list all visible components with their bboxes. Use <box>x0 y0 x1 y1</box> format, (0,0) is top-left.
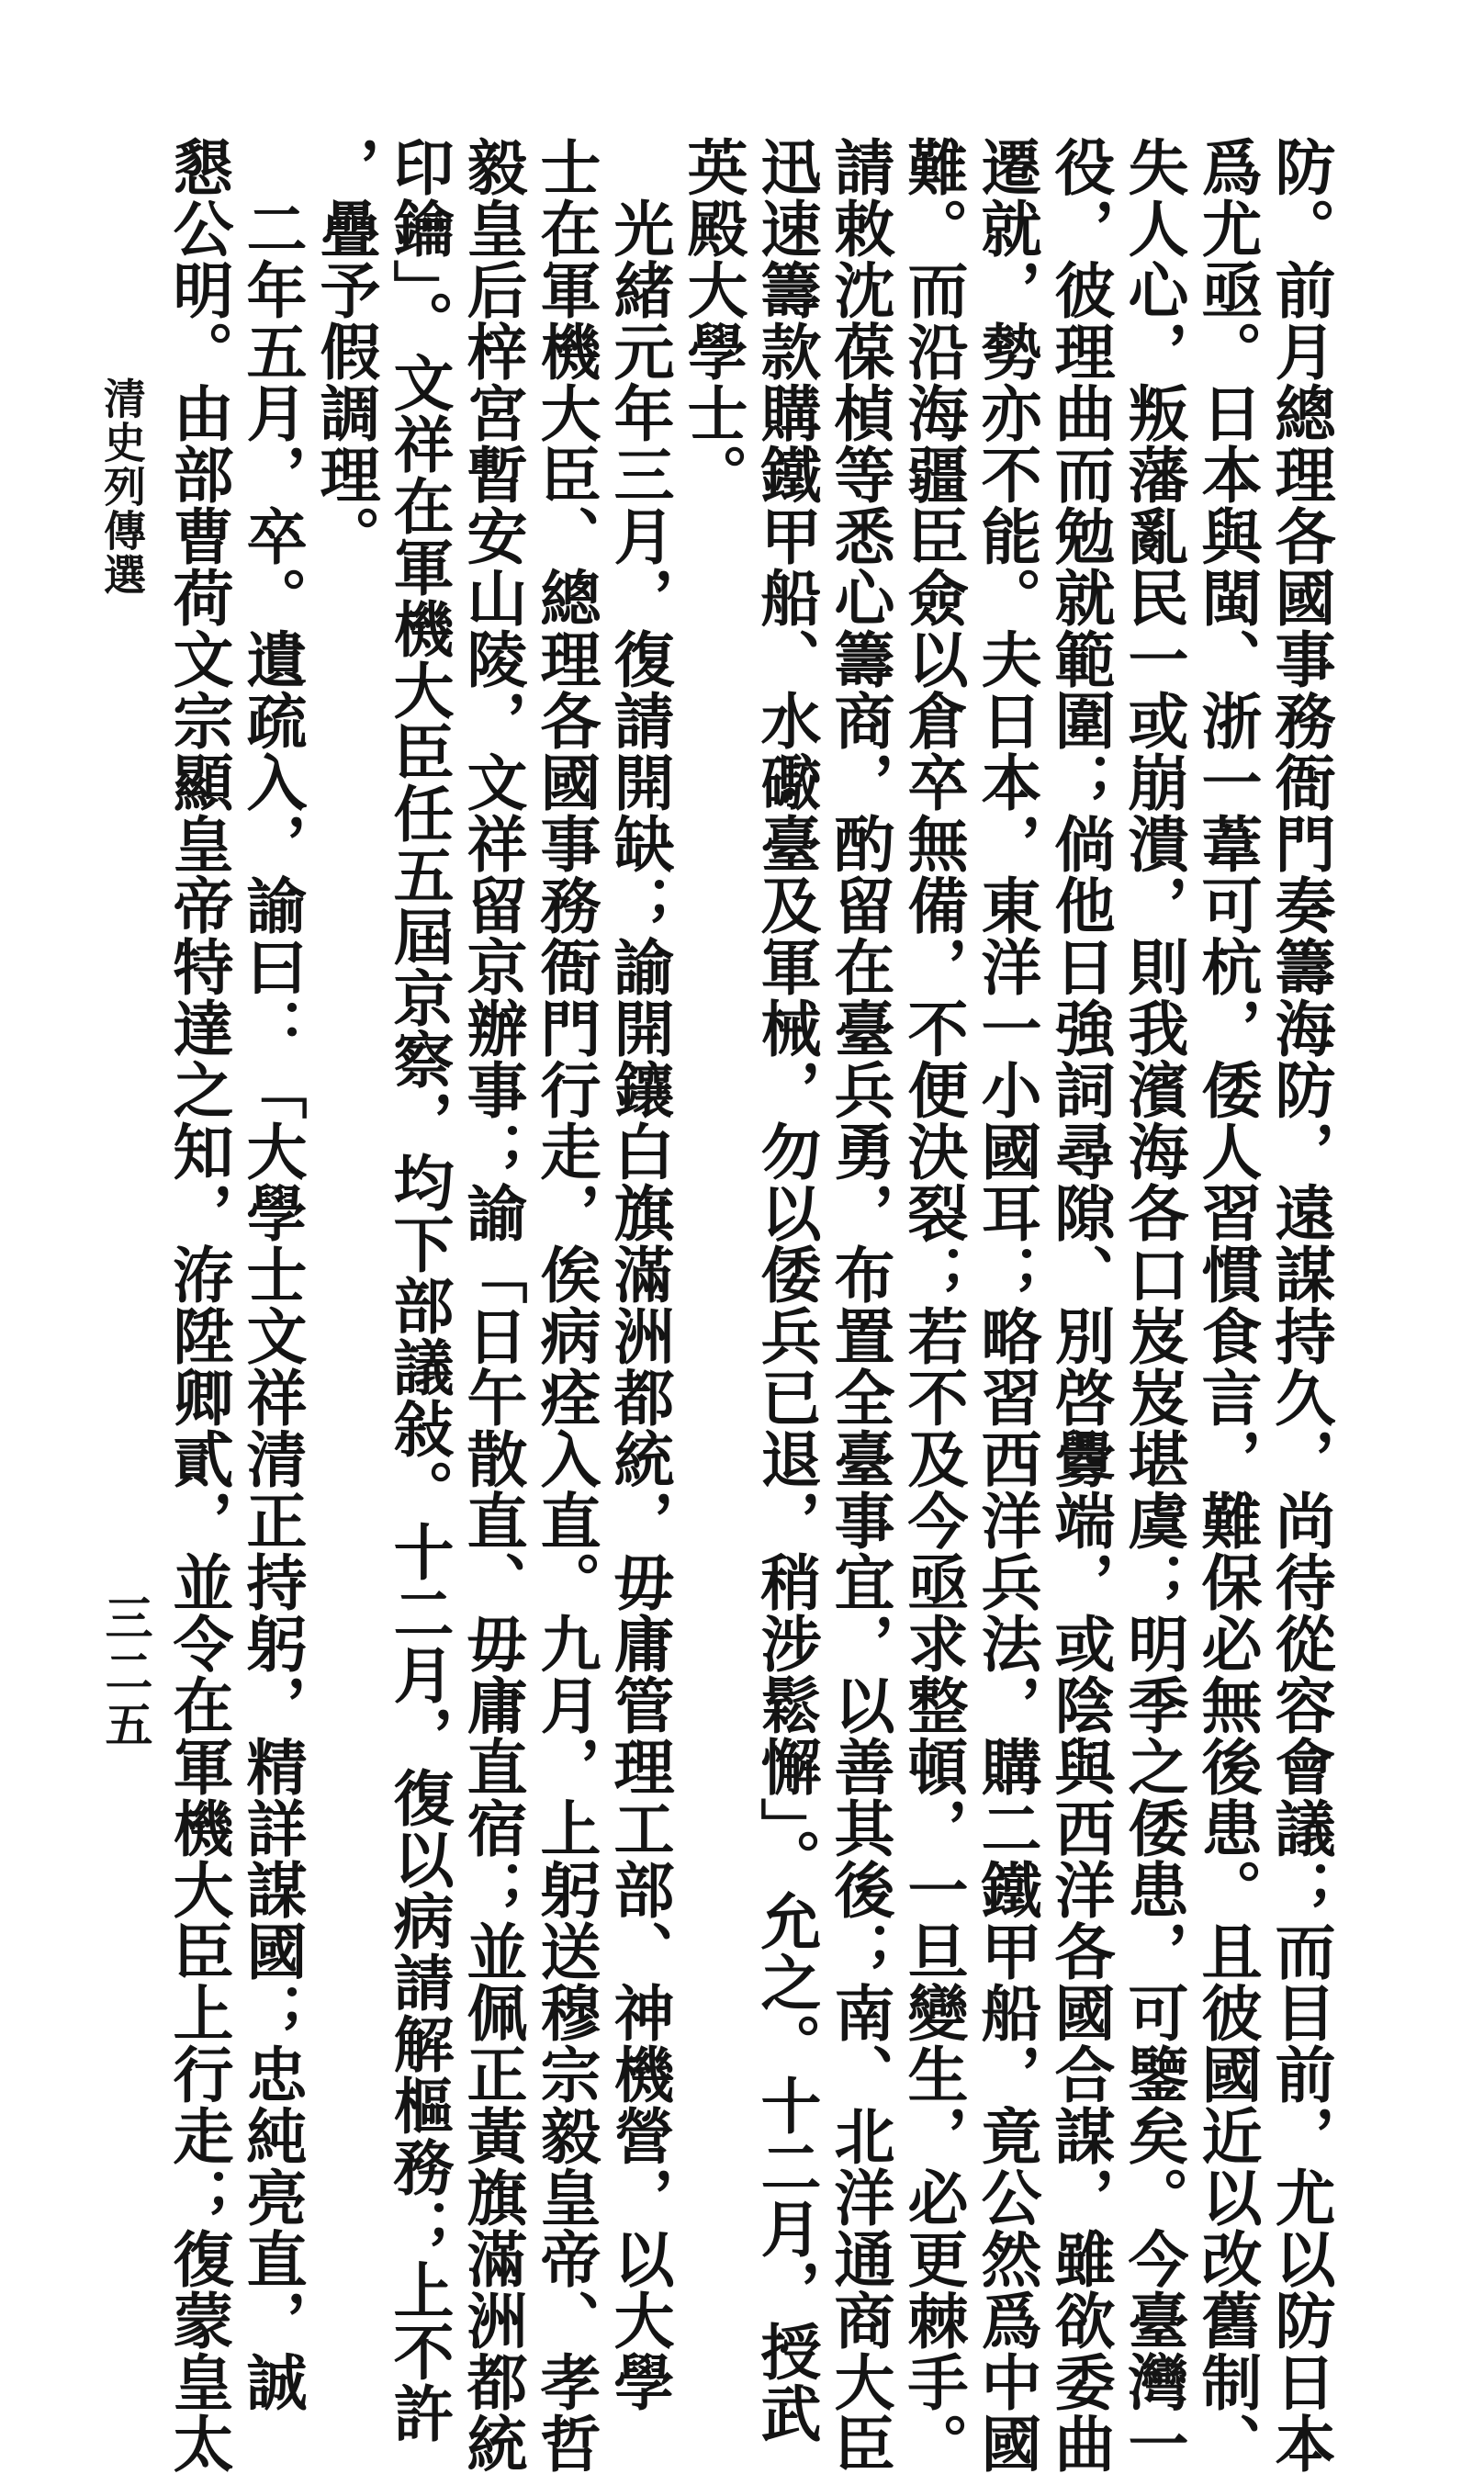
text-column: 迅速籌款購鐵甲船、水礮臺及軍械，勿以倭兵已退，稍涉鬆懈」。允之。十二月，授武 <box>750 136 822 2444</box>
text-column: 爲尤亟。日本與閩、浙一葦可杭，倭人習慣食言，難保必無後患。且彼國近以改舊制、 <box>1191 136 1263 2474</box>
text-column: 毅皇后梓宮暫安山陵，文祥留京辦事；諭「日午散直、毋庸直宿；並佩正黃旗滿洲都統 <box>456 136 528 2474</box>
text-column: 光緒元年三月，復請開缺；諭開鑲白旗滿洲都統，毋庸管理工部、神機營，以大學 <box>603 136 675 2412</box>
page-number: 三二五 <box>96 1593 152 1753</box>
running-head: 清史列傳選 <box>97 377 147 597</box>
text-column: 難。而沿海疆臣僉以倉卒無備，不便決裂；若不及今亟求整頓，一旦變生，必更棘手。 <box>897 136 969 2474</box>
text-column: 英殿大學士。 <box>677 136 748 505</box>
text-column: ，疊予假調理。 <box>309 136 381 567</box>
text-column: 失人心，叛藩亂民一或崩潰，則我濱海各口岌岌堪虞；明季之倭患，可鑒矣。今臺灣一 <box>1118 136 1189 2474</box>
text-column: 二年五月，卒。遺疏入，諭曰：「大學士文祥清正持躬，精詳謀國；忠純亮直，誠 <box>236 136 308 2412</box>
text-column: 防。前月總理各國事務衙門奏籌海防，遠謀持久，尚待從容會議；而目前，尤以防日本 <box>1265 136 1336 2474</box>
text-column: 士在軍機大臣、總理各國事務衙門行走，俟病痊入直。九月，上躬送穆宗毅皇帝、孝哲 <box>530 136 601 2474</box>
text-column: 役，彼理曲而勉就範圍；倘他日強詞尋隙、別啓釁端，或陰與西洋各國合謀，雖欲委曲 <box>1044 136 1116 2474</box>
main-text-body <box>162 136 1337 2474</box>
text-column: 遷就，勢亦不能。夫日本，東洋一小國耳；略習西洋兵法，購二鐵甲船，竟公然爲中國 <box>971 136 1042 2474</box>
text-column: 請敕沈葆楨等悉心籌商，酌留在臺兵勇，布置全臺事宜，以善其後；南、北洋通商大臣 <box>824 136 895 2474</box>
text-column: 懇公明。由部曹荷文宗顯皇帝特達之知，洊陞卿貳，並令在軍機大臣上行走；復蒙皇太 <box>163 136 234 2474</box>
text-column: 印鑰」。文祥在軍機大臣任五屆京察，均下部議敍。十二月，復以病請解樞務；上不許 <box>383 136 455 2444</box>
